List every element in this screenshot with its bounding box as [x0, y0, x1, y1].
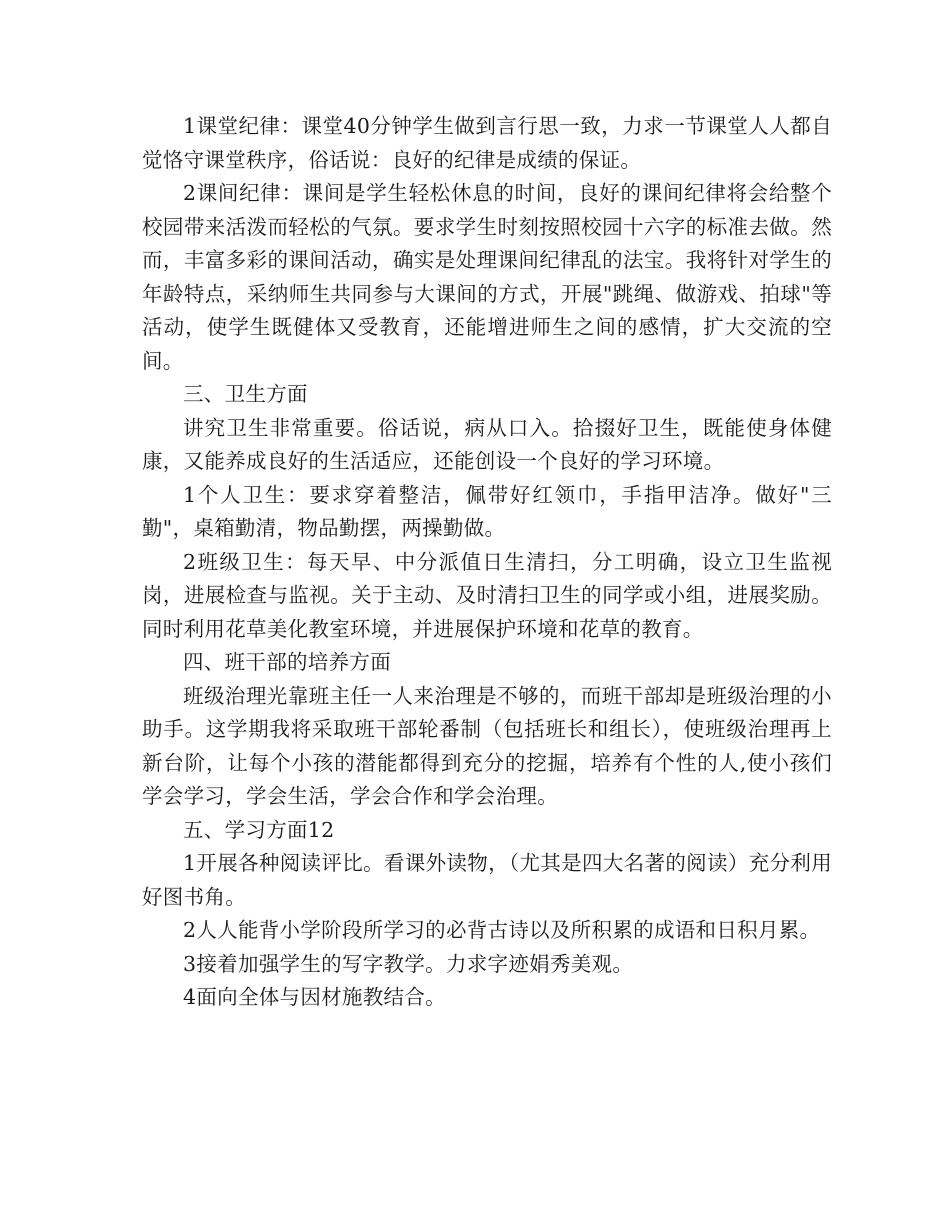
paragraph-study-reading: 1开展各种阅读评比。看课外读物，（尤其是四大名著的阅读）充分利用好图书角。 [142, 851, 832, 909]
section-heading-class-cadres: 四、班干部的培养方面 [183, 650, 391, 674]
section-heading-study: 五、学习方面12 [183, 817, 335, 842]
paragraph-study-writing: 3接着加强学生的写字教学。力求字迹娟秀美观。 [183, 951, 634, 976]
paragraph-personal-hygiene: 1个人卫生：要求穿着整洁，佩带好红领巾，手指甲洁净。做好"三勤"，桌箱勤清，物品勤摆，两操勤做。 [142, 482, 832, 540]
paragraph-study-teaching: 4面向全体与因材施教结合。 [183, 985, 446, 1009]
paragraph-classroom-discipline: 1课堂纪律：课堂40分钟学生做到言行思一致，力求一节课堂人人都自觉恪守课堂秩序，俗话说：良好的纪律是成绩的保证。 [142, 114, 832, 172]
section-heading-hygiene: 三、卫生方面 [183, 382, 308, 406]
paragraph-hygiene-intro: 讲究卫生非常重要。俗话说，病从口入。拾掇好卫生，既能使身体健康，又能养成良好的生活适应，还能创设一个良好的学习环境。 [142, 415, 832, 473]
document-body [142, 110, 832, 1015]
paragraph-break-discipline: 2课间纪律：课间是学生轻松休息的时间，良好的课间纪律将会给整个校园带来活泼而轻松的气氛。要求学生时刻按照校园十六字的标准去做。然而，丰富多彩的课间活动，确实是处理课间纪律乱的法宝。我将针对学生的年龄特点，采纳师生共同参与大课间的方式，开展"跳绳、做游戏、拍球"等活动，使学生既健体又受教育，还能增进师生之间的感情，扩大交流的空间。 [142, 181, 832, 373]
paragraph-class-cadres: 班级治理光靠班主任一人来治理是不够的，而班干部却是班级治理的小助手。这学期我将采取班干部轮番制（包括班长和组长），使班级治理再上新台阶，让每个小孩的潜能都得到充分的挖掘，培养有个性的人,使小孩们学会学习，学会生活，学会合作和学会治理。 [142, 683, 832, 808]
paragraph-class-hygiene: 2班级卫生：每天早、中分派值日生清扫，分工明确，设立卫生监视岗，进展检查与监视。关于主动、及时清扫卫生的同学或小组，进展奖励。同时利用花草美化教室环境，并进展保护环境和花草的教育。 [142, 549, 832, 641]
paragraph-study-poems: 2人人能背小学阶段所学习的必背古诗以及所积累的成语和日积月累。 [183, 918, 821, 942]
